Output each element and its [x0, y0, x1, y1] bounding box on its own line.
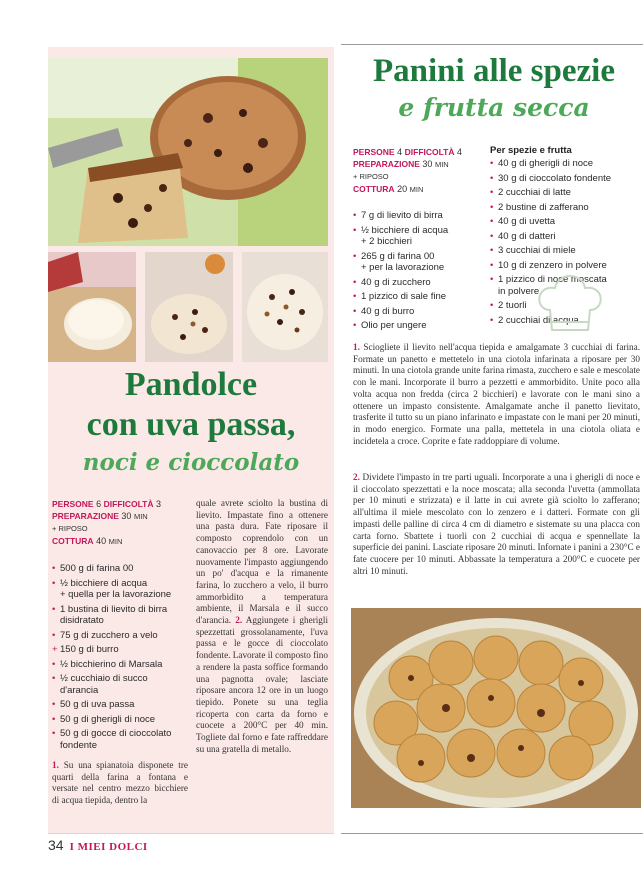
- ingredient-item: • ½ bicchierino di Marsala: [52, 659, 192, 671]
- right-ingredient-list: [353, 210, 483, 335]
- ingredient-item: • 265 g di farina 00 + per la lavorazione: [353, 251, 483, 274]
- right-top-rule: [341, 44, 643, 45]
- spice-item: • 30 g di cioccolato fondente: [490, 173, 640, 185]
- left-meta: [52, 498, 192, 548]
- cottura-label: COTTURA: [353, 184, 395, 194]
- step-text: Su una spianatoia disponete tre quarti della farina a fontana e versate nel centro mezzo bicchiere di acqua tiepida, dentro la: [52, 760, 188, 806]
- step-number: 2.: [235, 615, 243, 626]
- persone-value: 4: [397, 147, 403, 157]
- ingredient-item: • ½ cucchiaio di succo d'arancia: [52, 673, 192, 696]
- right-title-line1: Panini alle spezie: [373, 53, 615, 89]
- right-bottom-rule: [341, 833, 643, 834]
- ingredient-item: • 50 g di gherigli di noce: [52, 714, 192, 726]
- right-title-script: e frutta secca: [398, 93, 590, 122]
- ingredient-item: + 150 g di burro: [52, 644, 192, 656]
- min-label: MIN: [434, 160, 449, 169]
- ingredient-item: • 500 g di farina 00: [52, 563, 192, 575]
- spice-item: • 3 cucchiai di miele: [490, 245, 640, 257]
- spice-item: • 1 pizzico di noce moscata in polvere: [490, 274, 608, 297]
- riposo-label: + RIPOSO: [353, 172, 389, 181]
- ingredient-item: • 40 g di burro: [353, 306, 483, 318]
- ingredient-item: • 75 g di zucchero a velo: [52, 630, 192, 642]
- step-text: Aggiungete i gherigli spezzettati grossolanamente, l'uva passa e le gocce di cioccolato fondente. Lavorate il composto fino a rendere la pasta soffice formando una pagnotta ovale; lasciate riposare ancora 12 ore in un luogo tiepido. Ponete su una teglia ricoperta con carta da forno e cuocete a 200°C per 40 min. Toglietе dal forno e fate raffreddare su una gratella di metallo.: [196, 615, 329, 754]
- preparazione-label: PREPARAZIONE: [353, 159, 420, 169]
- page-footer: [48, 837, 148, 853]
- left-column2: [196, 498, 328, 755]
- ingredient-item: • ½ bicchiere di acqua + 2 bicchieri: [353, 225, 483, 248]
- ingredient-item: • 50 g di uva passa: [52, 699, 192, 711]
- spice-item: • 2 cucchiai di latte: [490, 187, 640, 199]
- ingredient-item: • Olio per ungere: [353, 320, 483, 332]
- pandolce-main-photo: [48, 58, 328, 246]
- ingredient-item: • ½ bicchiere di acqua + quella per la lavorazione: [52, 578, 192, 601]
- ingredient-item: • 40 g di zucchero: [353, 277, 483, 289]
- chef-hat-icon: [530, 270, 610, 340]
- preparazione-label: PREPARAZIONE: [52, 511, 119, 521]
- left-title-line1: Pandolce: [124, 366, 258, 403]
- spice-item: • 2 cucchiai di acqua: [490, 315, 640, 327]
- spice-item: • 2 tuorli: [490, 300, 640, 312]
- persone-value: 6: [96, 499, 102, 509]
- step1-continued: quale avrete sciolto la bustina di lievito. Impastate fino a ottenere una pasta dura. Fate riposare il composto coprendolo con un canovaccio per 8 ore. Lavorate nuovamente l'impasto aggiungendo un po' d'acqua e la rimanente farina, lo zucchero a velo, il burro ammorbidito a temperatura ambiente, il Marsala e il succo d'arancia.: [196, 498, 328, 626]
- min-label-2: MIN: [108, 537, 123, 546]
- preparazione-value: 30: [422, 159, 433, 169]
- right-meta: [353, 146, 483, 196]
- dough-photo-3: [242, 252, 328, 362]
- cottura-label: COTTURA: [52, 536, 94, 546]
- step-number: 1.: [52, 760, 59, 770]
- ingredient-item: • 1 pizzico di sale fine: [353, 291, 483, 303]
- right-step2: [353, 472, 640, 577]
- persone-label: PERSONE: [353, 147, 395, 157]
- difficolta-value: 4: [457, 147, 463, 157]
- panini-photo: [351, 608, 641, 808]
- spice-item: • 2 bustine di zafferano: [490, 202, 640, 214]
- spice-item: • 40 g di gherigli di noce: [490, 158, 640, 170]
- persone-label: PERSONE: [52, 499, 94, 509]
- difficolta-label: DIFFICOLTÀ: [103, 499, 154, 509]
- step-number: 2.: [353, 472, 360, 482]
- dough-photo-1: [48, 252, 136, 362]
- min-label: MIN: [133, 512, 148, 521]
- min-label-2: MIN: [409, 185, 424, 194]
- preparazione-value: 30: [121, 511, 132, 521]
- spice-item: • 40 g di uvetta: [490, 216, 640, 228]
- cottura-value: 20: [397, 184, 408, 194]
- right-step1: [353, 342, 640, 447]
- difficolta-label: DIFFICOLTÀ: [404, 147, 455, 157]
- ingredient-item: • 1 bustina di lievito di birra disidratato: [52, 604, 192, 627]
- step-number: 1.: [353, 342, 360, 352]
- spice-item: • 10 g di zenzero in polvere: [490, 260, 640, 272]
- cottura-value: 40: [96, 536, 107, 546]
- left-ingredient-list: [52, 563, 192, 754]
- spice-heading: Per spezie e frutta: [490, 145, 572, 156]
- riposo-label: + RIPOSO: [52, 524, 88, 533]
- magazine-name: I MIEI DOLCI: [69, 841, 148, 853]
- left-title-script: noci e cioccolato: [82, 449, 300, 476]
- left-step1: [52, 760, 188, 807]
- ingredient-item: • 7 g di lievito di birra: [353, 210, 483, 222]
- left-title-line2: con uva passa,: [86, 406, 296, 443]
- ingredient-item: • 50 g di gocce di cioccolato fondente: [52, 728, 192, 751]
- step-text: Dividete l'impasto in tre parti uguali. Incorporate a una i gherigli di noce e il cioccolato spezzettati e la noce moscata; alla seconda l'uvetta (ammollata per 10 minuti e strizzata) e il latte in cui avrete già sciolto lo zafferano; all'ultima il miele mescolato con lo zenzero e i datteri. Formate con gli impasti delle palline di circa 4 cm di diametro e sistemate su una placca con carta forno. Sbattete i tuorli con 2 cucchiai di acqua e spennellate la superficie dei panini. Lasciate riposare 20 minuti. Infornate i panini a 230°C e fate cuocere per 10 minuti. Abbassate la temperatura a 200°C e cuocete per altri 10 minuti.: [353, 472, 641, 576]
- page-number: 34: [48, 837, 64, 853]
- left-bottom-rule: [48, 833, 334, 834]
- dough-photo-2: [145, 252, 233, 362]
- spice-item: • 40 g di datteri: [490, 231, 640, 243]
- difficolta-value: 3: [156, 499, 162, 509]
- step-text: Sciogliete il lievito nell'acqua tiepida e amalgamate 3 cucchiai di farina. Formate un panetto e mettetelo in una ciotola infarinata a riposare per 30 minuti. In una ciotola grande unite farina rimasta, zucchero e sale e mescolate con le mani. Incorporate il burro a pezzetti e ammorbidito. Unite poco alla volta acqua non fredda (circa 2 bicchieri) e lavorate con le mani sino a ottenere un impasto consistente. Amalgamate anche il panetto lievitato, trasferite il tutto su un piano infarinato e impastate con le mani per 20 minuti, in modo energico. Formate una palla, mettetela in una ciotola oliata e incidetela a croce. Coprite e fate raddoppiare di volume.: [353, 342, 641, 446]
